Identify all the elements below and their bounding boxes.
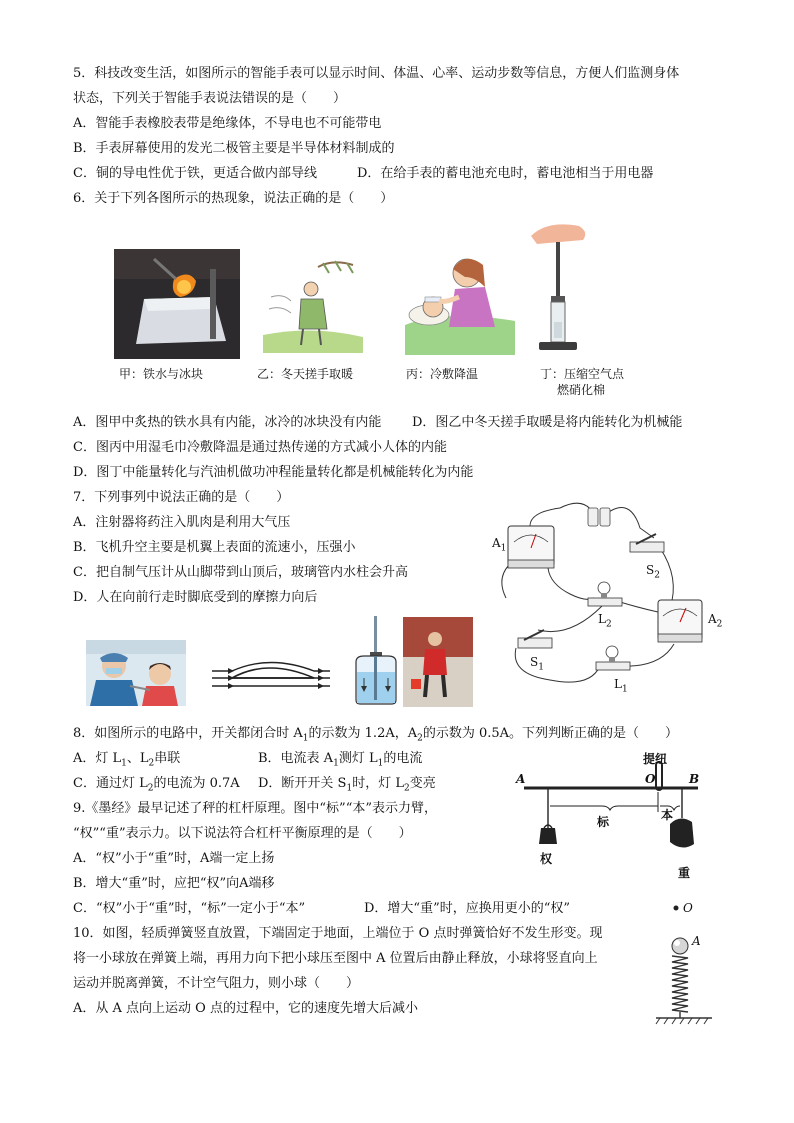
circuit-diagram xyxy=(490,498,730,696)
q5-option-a: A．智能手表橡胶表带是绝缘体，不导电也不可能带电 xyxy=(73,116,382,131)
q7-option-d: D．人在向前行走时脚底受到的摩擦力向后 xyxy=(73,590,318,605)
label-point-a: A xyxy=(516,772,526,786)
label-a1: $A_1$ xyxy=(492,536,507,554)
q10-stem-line1: 10．如图，轻质弹簧竖直放置，下端固定于地面，上端位于 O 点时弹簧恰好不发生形变。现 xyxy=(73,926,603,941)
q8-option-a: A．灯 $L_1$、$L_2$串联 xyxy=(73,751,181,769)
q7-option-a: A．注射器将药注入肌肉是利用大气压 xyxy=(73,515,291,530)
q6-option-c: C．图丙中用湿毛巾冷敷降温是通过热传递的方式减小人体的内能 xyxy=(73,440,447,455)
label-biao: 标 xyxy=(597,815,610,829)
label-zhong: 重 xyxy=(678,866,691,880)
label-a2: $A_2$ xyxy=(708,612,723,630)
rubbing-hands-cartoon xyxy=(263,257,363,353)
label-ben: 本 xyxy=(661,808,674,822)
caption-ding-line1: 丁：压缩空气点 xyxy=(540,367,625,381)
q9-option-d: D．增大“重”时，应换用更小的“权” xyxy=(364,901,571,916)
airplane-wing-diagram xyxy=(210,660,334,690)
q9-stem-line2: “权”“重”表示力。以下说法符合杠杆平衡原理的是（ ） xyxy=(73,826,412,841)
q6-option-d: D．图丁中能量转化与汽油机做功冲程能量转化都是机械能转化为内能 xyxy=(73,465,474,480)
q5-stem-line2: 状态，下列关于智能手表说法错误的是（ ） xyxy=(73,91,347,106)
q6-option-b: D．图乙中冬天搓手取暖是将内能转化为机械能 xyxy=(412,415,683,430)
q5-option-c: C．铜的导电性优于铁，更适合做内部导线 xyxy=(73,166,317,181)
q9-option-b: B．增大“重”时，应把“权”向A端移 xyxy=(73,876,275,891)
caption-jia: 甲：铁水与冰块 xyxy=(119,367,204,381)
label-s1: $S_1$ xyxy=(530,655,544,673)
label-spring-o: O xyxy=(683,901,693,915)
compressed-air-cylinder xyxy=(527,212,593,360)
caption-yi: 乙：冬天搓手取暖 xyxy=(257,367,354,381)
label-l1: $L_1$ xyxy=(614,677,628,695)
q10-stem-line2: 将一小球放在弹簧上端，再用力向下把小球压至图中 A 位置后由静止释放，小球将竖直向上 xyxy=(73,951,598,966)
walking-person-photo xyxy=(403,617,473,707)
q7-stem: 7．下列事列中说法正确的是（ ） xyxy=(73,490,290,505)
q9-option-a: A．“权”小于“重”时，A端一定上扬 xyxy=(73,851,275,866)
q10-stem-line3: 运动并脱离弹簧，不计空气阻力，则小球（ ） xyxy=(73,976,360,991)
caption-ding-line2: 燃硝化棉 xyxy=(557,383,606,397)
injection-photo xyxy=(86,640,186,706)
q8-option-d: D．断开开关 $S_1$时，灯 $L_2$变亮 xyxy=(258,776,436,794)
q10-option-a: A．从 A 点向上运动 O 点的过程中，它的速度先增大后减小 xyxy=(73,1001,418,1016)
label-point-o: O xyxy=(645,772,656,786)
q5-option-d: D．在给手表的蓄电池充电时，蓄电池相当于用电器 xyxy=(357,166,654,181)
q5-stem-line1: 5．科技改变生活，如图所示的智能手表可以显示时间、体温、心率、运动步数等信息，方便人们监测身体 xyxy=(73,66,680,81)
q8-stem: 8．如图所示的电路中，开关都闭合时 $A_1$的示数为 1.2A，$A_2$的示数为 0.5A。下列判断正确的是（ ） xyxy=(73,726,679,744)
label-ti-zu: 提纽 xyxy=(643,752,668,766)
q6-stem: 6．关于下列各图所示的热现象，说法正确的是（ ） xyxy=(73,191,394,206)
label-s2: $S_2$ xyxy=(646,563,660,581)
label-quan: 权 xyxy=(540,852,553,866)
label-l2: $L_2$ xyxy=(598,612,612,630)
molten-iron-ice-photo xyxy=(114,249,240,359)
q7-option-c: C．把自制气压计从山脚带到山顶后，玻璃管内水柱会升高 xyxy=(73,565,408,580)
q7-option-b: B．飞机升空主要是机翼上表面的流速小，压强小 xyxy=(73,540,356,555)
cold-compress-cartoon xyxy=(405,247,515,355)
q8-option-c: C．通过灯 $L_2$的电流为 0.7A xyxy=(73,776,240,794)
q6-option-a: A．图甲中炙热的铁水具有内能，冰冷的冰块没有内能 xyxy=(73,415,382,430)
q9-option-c: C．“权”小于“重”时，“标”一定小于“本” xyxy=(73,901,306,916)
q5-option-b: B．手表屏幕使用的发光二极管主要是半导体材料制成的 xyxy=(73,141,395,156)
barometer-bottle-diagram xyxy=(350,616,402,706)
q8-option-b: B．电流表 $A_1$测灯 $L_1$的电流 xyxy=(258,751,423,769)
label-spring-a: A xyxy=(692,934,701,948)
label-point-b: B xyxy=(689,772,700,786)
caption-bing: 丙：冷敷降温 xyxy=(406,367,479,381)
q9-stem-line1: 9.《墨经》最早记述了秤的杠杆原理。图中“标”“本”表示力臂， xyxy=(73,801,437,816)
